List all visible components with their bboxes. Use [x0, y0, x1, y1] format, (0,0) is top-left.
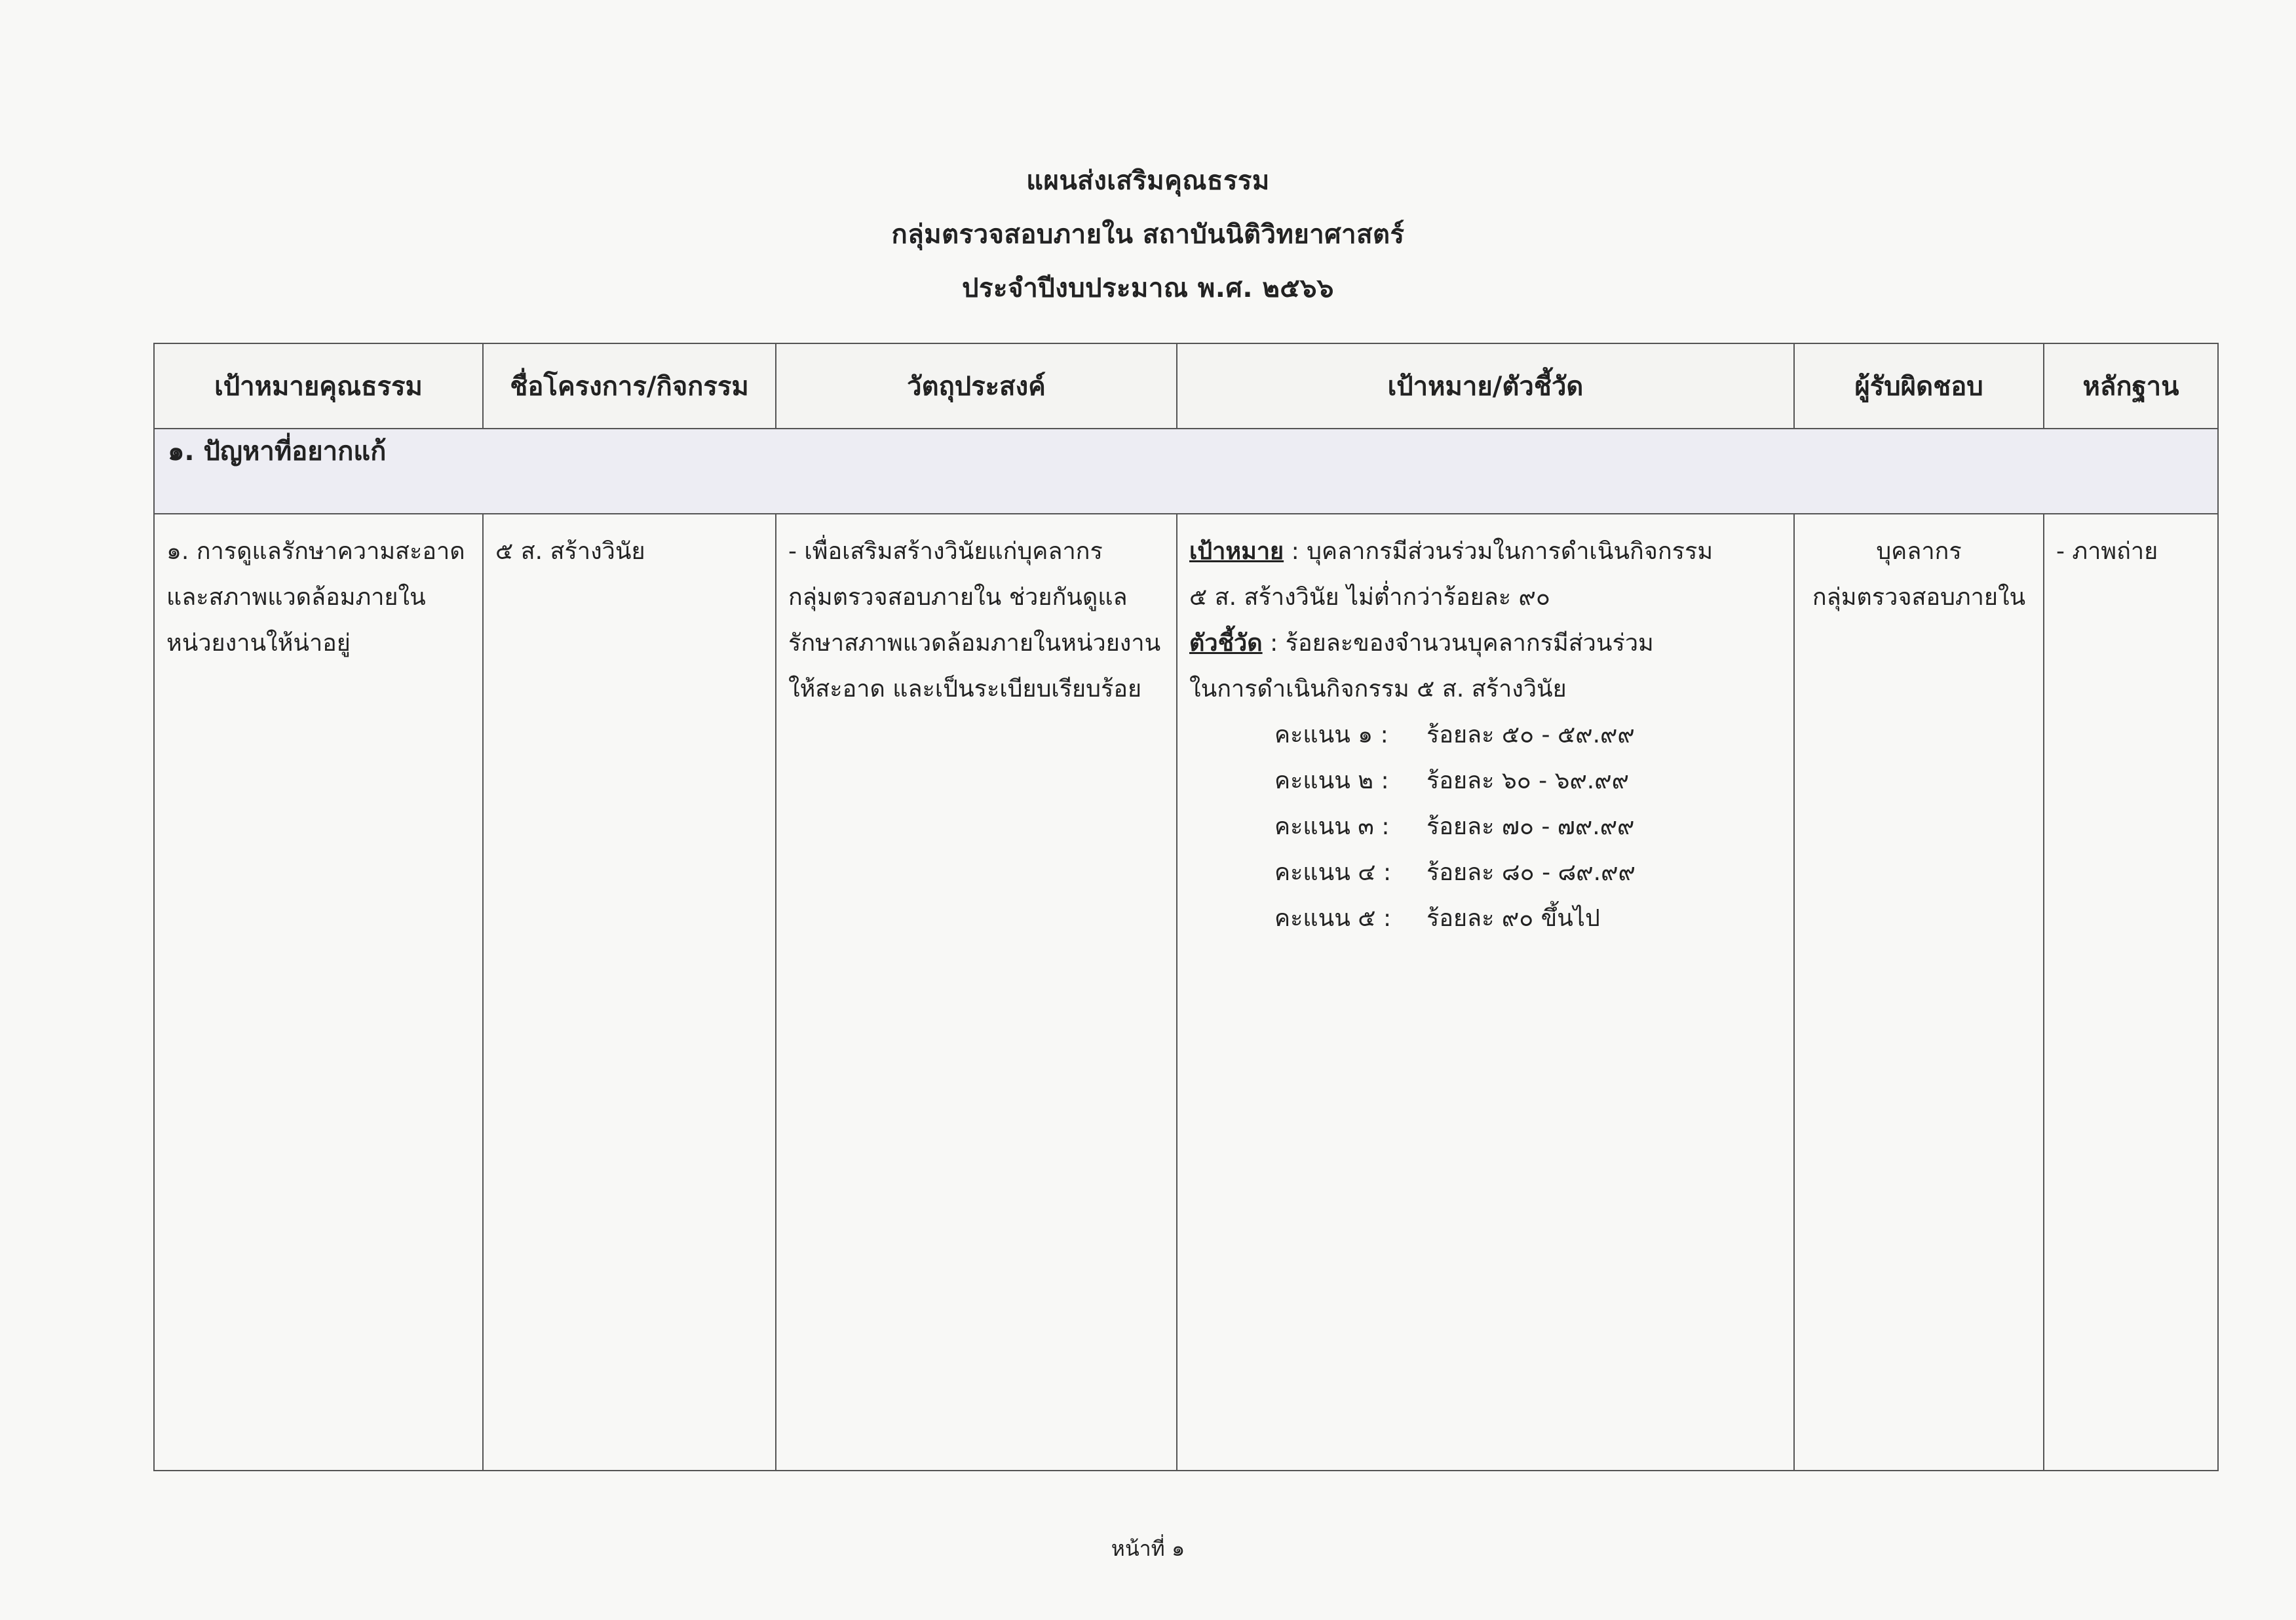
indicator-line: ในการดำเนินกิจกรรม ๕ ส. สร้างวินัย [1189, 676, 1567, 703]
objective-line: ให้สะอาด และเป็นระเบียบเรียบร้อย [788, 676, 1142, 703]
objective-line: - เพื่อเสริมสร้างวินัยแก่บุคลากร [788, 538, 1103, 565]
score-list [1189, 712, 1782, 942]
evidence-text: - ภาพถ่าย [2056, 538, 2158, 565]
column-header-target-indicator: เป้าหมาย/ตัวชี้วัด [1177, 343, 1794, 429]
score-label: คะแนน ๓ : [1274, 813, 1390, 840]
score-row [1274, 804, 1782, 850]
score-row [1274, 758, 1782, 804]
project-cell [483, 514, 776, 1471]
goal-line: หน่วยงานให้น่าอยู่ [166, 630, 351, 657]
page-number: หน้าที่ ๑ [1111, 1536, 1185, 1561]
title-line-3: ประจำปีงบประมาณ พ.ศ. ๒๕๖๖ [962, 273, 1334, 303]
title-line-1: แผนส่งเสริมคุณธรรม [1026, 166, 1270, 196]
score-row [1274, 896, 1782, 942]
column-header-objective: วัตถุประสงค์ [776, 343, 1177, 429]
group-row [154, 429, 2218, 514]
column-header-evidence: หลักฐาน [2044, 343, 2218, 429]
target-text: : บุคลากรมีส่วนร่วมในการดำเนินกิจกรรม [1284, 538, 1713, 565]
score-label: คะแนน ๔ : [1274, 859, 1392, 886]
indicator-line [1189, 621, 1782, 666]
indicator-label: ตัวชี้วัด [1189, 630, 1263, 657]
indicator-text: : ร้อยละของจำนวนบุคลากรมีส่วนร่วม [1262, 630, 1654, 657]
goal-cell [154, 514, 483, 1471]
score-range: ร้อยละ ๗๐ - ๗๙.๙๙ [1426, 813, 1635, 840]
target-line [1189, 529, 1782, 575]
score-row [1274, 712, 1782, 758]
evidence-cell [2044, 514, 2218, 1471]
responsible-line: บุคลากร [1876, 538, 1962, 565]
score-range: ร้อยละ ๕๐ - ๕๙.๙๙ [1426, 722, 1635, 748]
responsible-cell [1794, 514, 2044, 1471]
objective-line: รักษาสภาพแวดล้อมภายในหน่วยงาน [788, 630, 1161, 657]
goal-line: และสภาพแวดล้อมภายใน [166, 584, 426, 611]
score-row [1274, 850, 1782, 896]
score-label: คะแนน ๒ : [1274, 767, 1389, 794]
objective-line: กลุ่มตรวจสอบภายใน ช่วยกันดูแล [788, 584, 1128, 611]
score-label: คะแนน ๕ : [1274, 905, 1392, 932]
score-label: คะแนน ๑ : [1274, 722, 1388, 748]
target-indicator-cell [1177, 514, 1794, 1471]
table-header-row [154, 343, 2218, 429]
target-label: เป้าหมาย [1189, 538, 1284, 565]
table-row [154, 514, 2218, 1471]
goal-line: ๑. การดูแลรักษาความสะอาด [166, 538, 465, 565]
responsible-line: กลุ่มตรวจสอบภายใน [1812, 584, 2026, 611]
project-name: ๕ ส. สร้างวินัย [495, 538, 645, 565]
column-header-responsible: ผู้รับผิดชอบ [1794, 343, 2044, 429]
plan-table [153, 343, 2219, 1471]
score-range: ร้อยละ ๘๐ - ๘๙.๙๙ [1426, 859, 1636, 886]
column-header-project: ชื่อโครงการ/กิจกรรม [483, 343, 776, 429]
objective-cell [776, 514, 1177, 1471]
title-line-2: กลุ่มตรวจสอบภายใน สถาบันนิติวิทยาศาสตร์ [891, 220, 1405, 250]
column-header-goal: เป้าหมายคุณธรรม [154, 343, 483, 429]
score-range: ร้อยละ ๖๐ - ๖๙.๙๙ [1426, 767, 1629, 794]
document-title [0, 154, 2296, 315]
target-line: ๕ ส. สร้างวินัย ไม่ต่ำกว่าร้อยละ ๙๐ [1189, 584, 1550, 611]
score-range: ร้อยละ ๙๐ ขึ้นไป [1426, 905, 1600, 932]
group-label: ๑. ปัญหาที่อยากแก้ [154, 429, 2218, 514]
